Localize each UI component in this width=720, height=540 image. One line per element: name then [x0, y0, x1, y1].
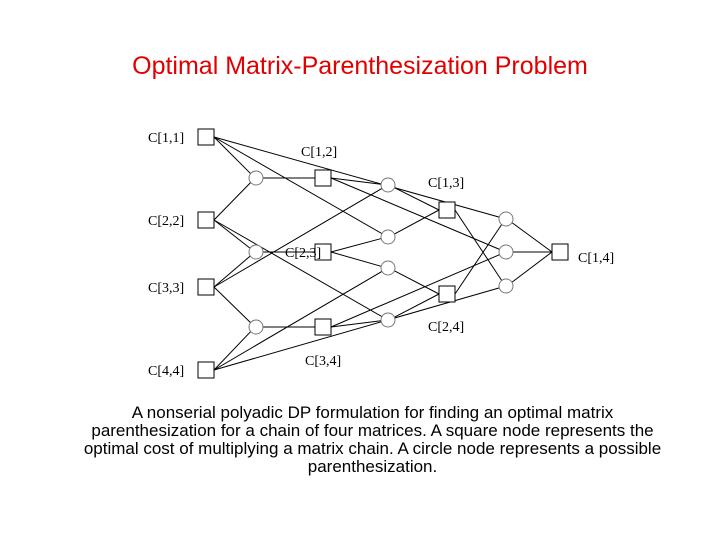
nodes-layer — [198, 129, 568, 378]
node-label-C12: C[1,2] — [301, 145, 338, 160]
node-label-C14: C[1,4] — [578, 251, 615, 266]
edge-C23-p24b — [331, 252, 381, 266]
square-node-C13 — [439, 202, 455, 218]
circle-node-p14c — [499, 279, 513, 293]
figure-caption: A nonserial polyadic DP formulation for finding an optimal matrix parenthesization for a chain of four matrices. A square node represents the optimal cost of multiplying a matrix chain. A circle node represents a possible parenthesization. — [83, 403, 662, 476]
edge-C44-p24b — [214, 271, 382, 370]
edge-C23-p13a — [331, 239, 381, 252]
circle-node-p14a — [499, 212, 513, 226]
square-node-C34 — [315, 319, 331, 335]
node-label-C23: C[2,3] — [285, 246, 322, 261]
edge-C33-p34 — [214, 287, 251, 323]
edge-C22-p23 — [214, 220, 250, 248]
node-label-C11: C[1,1] — [148, 131, 185, 146]
circle-node-p12 — [249, 171, 263, 185]
edge-C33-p23 — [214, 256, 250, 287]
node-label-C24: C[2,4] — [428, 320, 465, 335]
slide-title: Optimal Matrix-Parenthesization Problem — [132, 52, 588, 80]
edge-C22-p12 — [214, 183, 251, 220]
node-label-C34: C[3,4] — [305, 354, 342, 369]
square-node-C14 — [552, 244, 568, 260]
edge-p13a-C13 — [394, 210, 439, 234]
labels-layer — [148, 131, 614, 379]
circle-node-p34 — [249, 320, 263, 334]
edge-p14a-C14 — [512, 223, 552, 252]
circle-node-p14b — [499, 245, 513, 259]
edge-C22-p24a — [214, 220, 382, 317]
square-node-C11 — [198, 129, 214, 145]
circle-node-p13b — [381, 178, 395, 192]
circle-node-p13a — [381, 230, 395, 244]
edge-C11-p13a — [214, 137, 382, 234]
edge-C33-p13b — [214, 188, 382, 287]
square-node-C24 — [439, 286, 455, 302]
square-node-C22 — [198, 212, 214, 228]
square-node-C12 — [315, 170, 331, 186]
edge-C13-p14c — [455, 210, 502, 280]
node-label-C13: C[1,3] — [428, 176, 465, 191]
circle-node-p23 — [249, 245, 263, 259]
edge-p24a-C24 — [394, 294, 439, 317]
circle-node-p24b — [381, 261, 395, 275]
circle-node-p24a — [381, 313, 395, 327]
node-label-C22: C[2,2] — [148, 214, 185, 229]
edge-p14c-C14 — [512, 252, 552, 282]
node-label-C33: C[3,3] — [148, 281, 185, 296]
edge-C24-p14a — [455, 225, 502, 294]
edge-C34-p14b — [331, 255, 500, 327]
square-node-C33 — [198, 279, 214, 295]
square-node-C44 — [198, 362, 214, 378]
node-label-C44: C[4,4] — [148, 364, 185, 379]
